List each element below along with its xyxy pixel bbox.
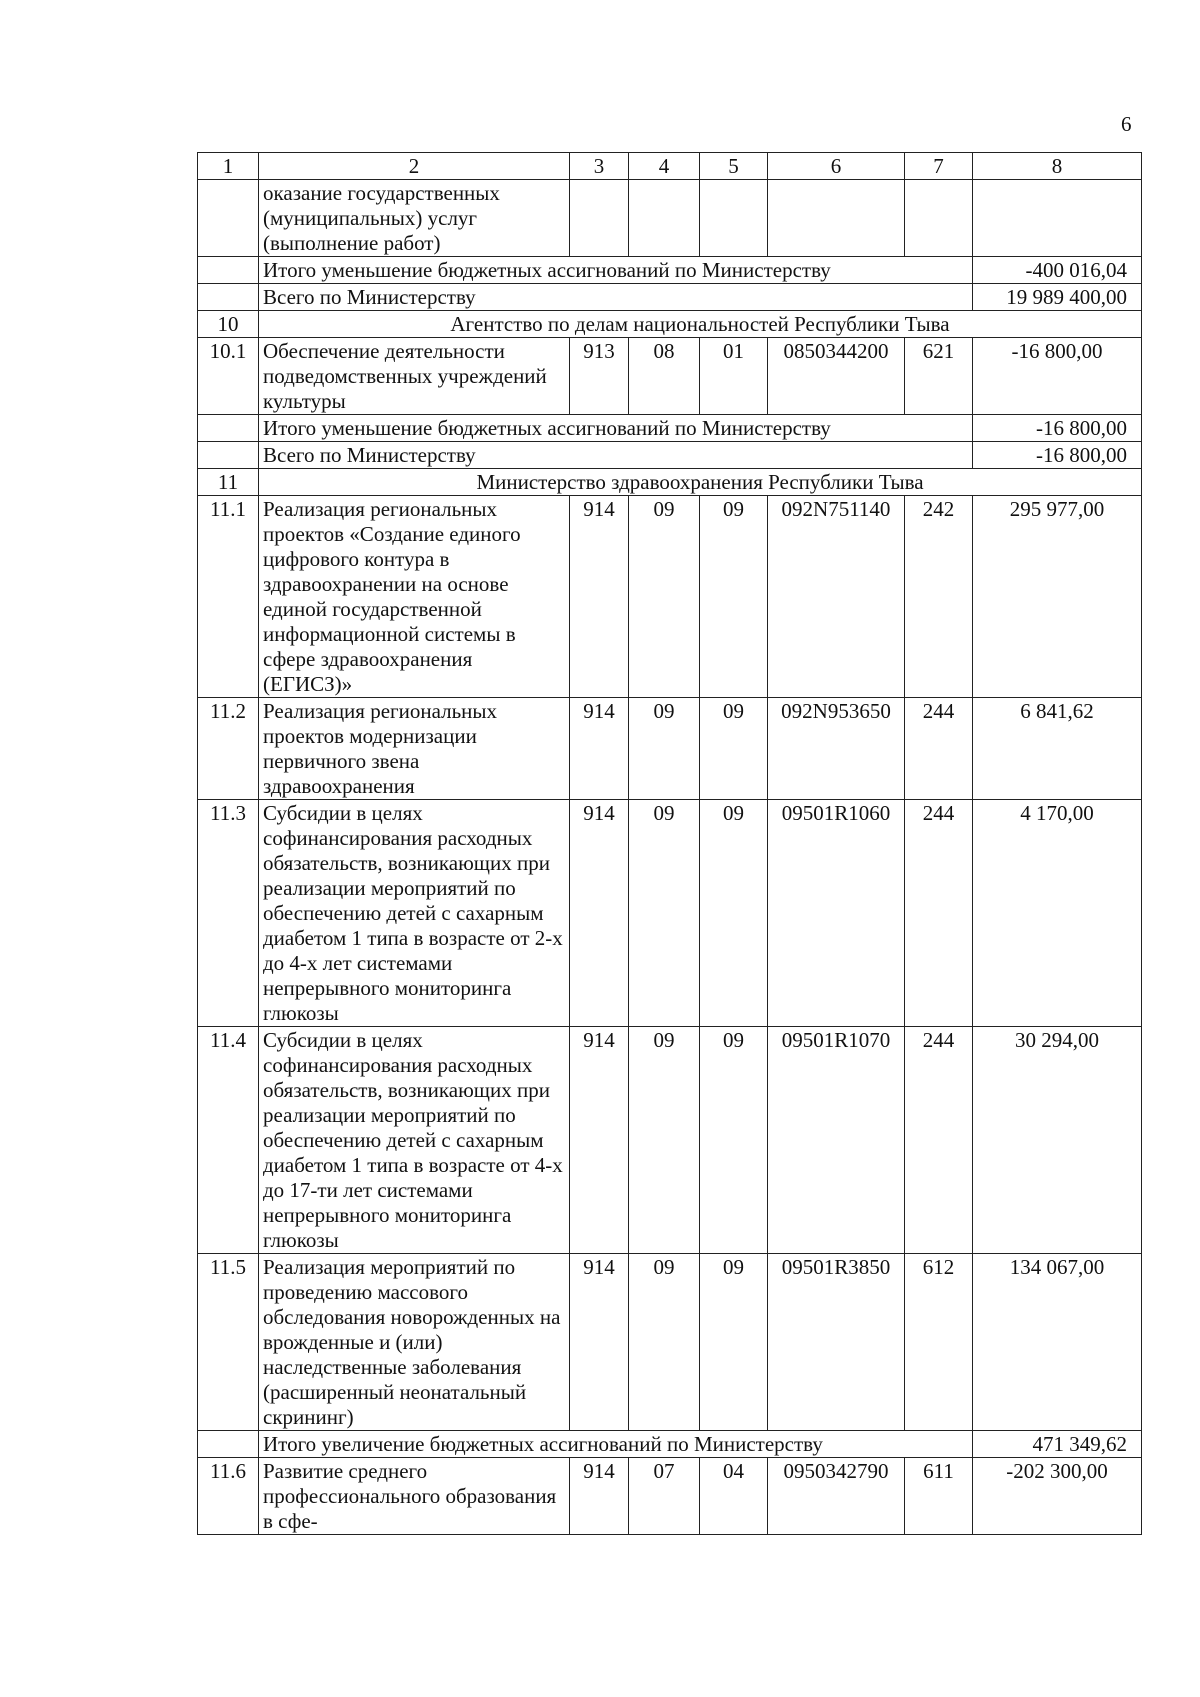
table-row [198,1458,1142,1535]
expense-name-cell: Субсидии в целях софинансирования расходных обязательств, возникающих при реализации мероприятий по обеспечению детей с сахарным диабетом 1 типа в возрасте от 2-х до 4-х лет системами непрерывного мониторинга глюкозы [259,800,570,1027]
ministry-code-cell: 914 [570,698,629,800]
section-code-cell: 09 [629,698,700,800]
section-code-cell: 09 [629,1027,700,1254]
target-article-cell: 092N751140 [768,496,905,698]
total-label-cell: Итого уменьшение бюджетных ассигнований по Министерству [259,415,973,442]
total-amount-cell: -16 800,00 [973,415,1142,442]
budget-table [197,152,1142,1535]
ministry-code-cell: 914 [570,800,629,1027]
subsection-code-cell: 09 [700,698,768,800]
total-row [198,442,1142,469]
subsection-code-cell [700,180,768,257]
total-row [198,415,1142,442]
target-article-cell: 092N953650 [768,698,905,800]
empty-cell [198,257,259,284]
section-code-cell: 09 [629,1254,700,1431]
ministry-code-cell: 914 [570,1027,629,1254]
row-number-cell: 11.1 [198,496,259,698]
ministry-code-cell: 914 [570,1254,629,1431]
amount-cell: -202 300,00 [973,1458,1142,1535]
header-cell: 6 [768,153,905,180]
table-row [198,1254,1142,1431]
table-row [198,180,1142,257]
total-amount-cell: -16 800,00 [973,442,1142,469]
expense-name-cell: Реализация региональных проектов модернизации первичного звена здравоохранения [259,698,570,800]
row-number-cell: 10.1 [198,338,259,415]
ministry-code-cell: 914 [570,1458,629,1535]
row-number-cell: 11.5 [198,1254,259,1431]
expense-type-cell: 244 [905,1027,973,1254]
table-row [198,698,1142,800]
total-amount-cell: -400 016,04 [973,257,1142,284]
section-title-cell: Министерство здравоохранения Республики Тыва [259,469,1142,496]
section-code-cell: 09 [629,496,700,698]
target-article-cell: 09501R3850 [768,1254,905,1431]
total-amount-cell: 471 349,62 [973,1431,1142,1458]
target-article-cell: 09501R1070 [768,1027,905,1254]
total-label-cell: Всего по Министерству [259,442,973,469]
subsection-code-cell: 09 [700,1027,768,1254]
row-number-cell [198,180,259,257]
row-number-cell: 11.2 [198,698,259,800]
expense-name-cell: Реализация региональных проектов «Создание единого цифрового контура в здравоохранении на основе единой государственной информационной системы в сфере здравоохранения (ЕГИСЗ)» [259,496,570,698]
subsection-code-cell: 01 [700,338,768,415]
table-row [198,1027,1142,1254]
row-number-cell: 11.4 [198,1027,259,1254]
expense-type-cell: 242 [905,496,973,698]
expense-type-cell: 621 [905,338,973,415]
subsection-code-cell: 04 [700,1458,768,1535]
empty-cell [198,1431,259,1458]
empty-cell [198,442,259,469]
ministry-code-cell [570,180,629,257]
amount-cell: 4 170,00 [973,800,1142,1027]
total-label-cell: Итого уменьшение бюджетных ассигнований по Министерству [259,257,973,284]
header-cell: 2 [259,153,570,180]
amount-cell: 134 067,00 [973,1254,1142,1431]
section-code-cell: 09 [629,800,700,1027]
section-number-cell: 10 [198,311,259,338]
row-number-cell: 11.6 [198,1458,259,1535]
section-row [198,311,1142,338]
expense-name-cell: Обеспечение деятельности подведомственных учреждений культуры [259,338,570,415]
total-row [198,257,1142,284]
total-label-cell: Всего по Министерству [259,284,973,311]
header-cell: 3 [570,153,629,180]
total-label-cell: Итого увеличение бюджетных ассигнований по Министерству [259,1431,973,1458]
total-row [198,284,1142,311]
table-header-row [198,153,1142,180]
amount-cell: 6 841,62 [973,698,1142,800]
target-article-cell: 09501R1060 [768,800,905,1027]
ministry-code-cell: 913 [570,338,629,415]
expense-type-cell: 244 [905,800,973,1027]
page-number: 6 [1121,112,1132,136]
header-cell: 4 [629,153,700,180]
subsection-code-cell: 09 [700,1254,768,1431]
section-code-cell: 07 [629,1458,700,1535]
total-row [198,1431,1142,1458]
header-cell: 7 [905,153,973,180]
section-code-cell [629,180,700,257]
target-article-cell: 0850344200 [768,338,905,415]
expense-type-cell: 612 [905,1254,973,1431]
empty-cell [198,284,259,311]
amount-cell: 30 294,00 [973,1027,1142,1254]
amount-cell: -16 800,00 [973,338,1142,415]
amount-cell: 295 977,00 [973,496,1142,698]
section-code-cell: 08 [629,338,700,415]
expense-name-cell: Субсидии в целях софинансирования расходных обязательств, возникающих при реализации мероприятий по обеспечению детей с сахарным диабетом 1 типа в возрасте от 4-х до 17-ти лет системами непрерывного мониторинга глюкозы [259,1027,570,1254]
section-row [198,469,1142,496]
ministry-code-cell: 914 [570,496,629,698]
amount-cell [973,180,1142,257]
total-amount-cell: 19 989 400,00 [973,284,1142,311]
header-cell: 5 [700,153,768,180]
header-cell: 8 [973,153,1142,180]
table-row [198,338,1142,415]
expense-type-cell: 244 [905,698,973,800]
expense-name-cell: Реализация мероприятий по проведению массового обследования новорожденных на врожденные и (или) наследственные заболевания (расширенный неонатальный скрининг) [259,1254,570,1431]
section-number-cell: 11 [198,469,259,496]
expense-type-cell [905,180,973,257]
section-title-cell: Агентство по делам национальностей Республики Тыва [259,311,1142,338]
row-number-cell: 11.3 [198,800,259,1027]
table-row [198,800,1142,1027]
target-article-cell: 0950342790 [768,1458,905,1535]
header-cell: 1 [198,153,259,180]
expense-name-cell: оказание государственных (муниципальных) услуг (выполнение работ) [259,180,570,257]
expense-name-cell: Развитие среднего профессионального образования в сфе- [259,1458,570,1535]
subsection-code-cell: 09 [700,800,768,1027]
target-article-cell [768,180,905,257]
table-row [198,496,1142,698]
expense-type-cell: 611 [905,1458,973,1535]
subsection-code-cell: 09 [700,496,768,698]
empty-cell [198,415,259,442]
